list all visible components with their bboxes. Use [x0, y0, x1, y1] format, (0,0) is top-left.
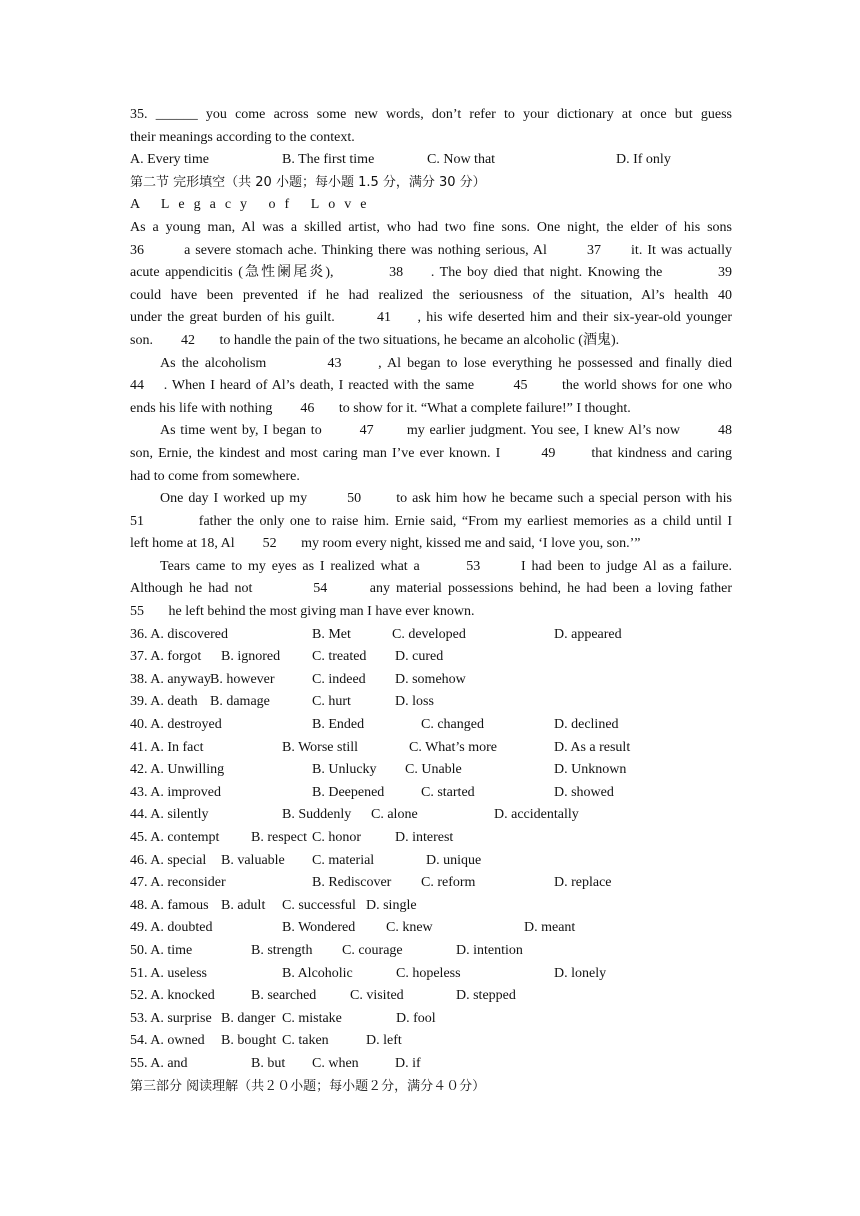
option-d: D. As a result — [554, 739, 631, 755]
passage-line: ends his life with nothing 46 to show for it. “What a complete failure!” I thought. — [130, 400, 631, 416]
question-43-options — [130, 782, 732, 805]
option-a: 47. A. reconsider — [130, 875, 226, 891]
option-d: D. left — [366, 1033, 402, 1049]
option-d: D. unique — [426, 852, 482, 868]
option-b: B. Wondered — [282, 920, 356, 936]
option-c: C. visited — [350, 988, 404, 1004]
passage-line: 36 a severe stomach ache. Thinking there was nothing serious, Al 37 it. It was actually — [130, 242, 732, 258]
question-52-options — [130, 985, 732, 1008]
question-35-stem: 35. ______ you come across some new words, don’t refer to your dictionary at once but guess — [130, 107, 732, 122]
passage-line: As the alcoholism 43 , Al began to lose everything he possessed and finally died — [160, 355, 732, 371]
option-c: C. Unable — [405, 762, 462, 778]
option-a: 43. A. improved — [130, 784, 221, 800]
option-c: C. reform — [421, 875, 476, 891]
passage-line: 55 he left behind the most giving man I have ever known. — [130, 604, 475, 620]
option-a: 48. A. famous — [130, 897, 209, 913]
question-47-options — [130, 872, 732, 895]
passage-line: Tears came to my eyes as I realized what a 53 I had been to judge Al as a failure. — [160, 558, 732, 574]
question-49-options — [130, 917, 732, 940]
passage-line: acute appendicitis (急性阑尾炎), 38 . The boy died that night. Knowing the 39 — [130, 265, 732, 281]
option-d: D. replace — [554, 875, 612, 891]
option-c: C. courage — [342, 942, 403, 958]
question-35-stem-cont: their meanings according to the context. — [130, 129, 355, 145]
passage-line: son. 42 to handle the pain of the two situations, he became an alcoholic (酒鬼). — [130, 332, 620, 348]
option-a: 51. A. useless — [130, 965, 207, 981]
option-a: 53. A. surprise — [130, 1010, 212, 1026]
option-a: 40. A. destroyed — [130, 717, 222, 733]
cloze-options-list — [130, 624, 732, 1076]
option-d: D. cured — [395, 649, 444, 665]
question-51-options — [130, 963, 732, 986]
section-2-heading: 第二节 完形填空（共 20 小题；每小题 1.5 分，满分 30 分） — [130, 174, 486, 190]
option-b: B. Met — [312, 626, 351, 642]
question-41-options — [130, 737, 732, 760]
option-d: D. appeared — [554, 626, 622, 642]
option-d: D. somehow — [395, 671, 466, 687]
option-c: C. honor — [312, 830, 361, 845]
option-d: D. lonely — [554, 965, 607, 981]
option-b: B. Suddenly — [282, 807, 352, 823]
option-c: C. when — [312, 1055, 359, 1071]
option-a: 52. A. knocked — [130, 988, 215, 1004]
passage-line: As a young man, Al was a skilled artist, who had two fine sons. One night, the elder of his sons — [130, 219, 732, 235]
option-b: B. The first time — [282, 152, 375, 168]
passage-line: son, Ernie, the kindest and most caring man I’ve ever known. I 49 that kindness and caring — [130, 445, 732, 461]
option-d: D. accidentally — [494, 807, 579, 823]
option-d: D. intention — [456, 942, 523, 958]
option-a: 38. A. anyway — [130, 671, 211, 687]
section-3-heading: 第三部分 阅读理解（共２０小题；每小题２分，满分４０分） — [130, 1078, 486, 1094]
option-c: C. knew — [386, 920, 433, 936]
option-c: C. hurt — [312, 694, 351, 710]
passage-line: Although he had not 54 any material possessions behind, he had been a loving father — [130, 581, 732, 597]
option-a: 36. A. discovered — [130, 626, 228, 642]
option-a: 42. A. Unwilling — [130, 762, 225, 778]
option-a: 55. A. and — [130, 1055, 188, 1071]
option-c: C. treated — [312, 649, 367, 665]
option-d: D. declined — [554, 717, 619, 733]
option-b: B. Ended — [312, 717, 365, 733]
option-a: 44. A. silently — [130, 807, 209, 823]
option-d: D. if — [395, 1055, 421, 1071]
question-40-options — [130, 714, 732, 737]
option-a: 45. A. contempt — [130, 830, 220, 845]
option-b: B. ignored — [221, 649, 281, 665]
passage-title: A Legacy of Love — [130, 197, 376, 213]
passage-line: left home at 18, Al 52 my room every night, kissed me and said, ‘I love you, son.’” — [130, 536, 641, 552]
option-d: D. If only — [616, 152, 671, 168]
option-b: B. damage — [210, 694, 270, 710]
option-c: C. taken — [282, 1033, 329, 1049]
option-c: C. hopeless — [396, 965, 461, 981]
option-d: D. interest — [395, 830, 454, 845]
question-44-options — [130, 804, 732, 827]
option-c: C. started — [421, 784, 475, 800]
question-37-options — [130, 646, 732, 669]
question-38-options — [130, 669, 732, 692]
option-a: 39. A. death — [130, 694, 198, 710]
option-b: B. Rediscover — [312, 875, 392, 891]
option-c: C. material — [312, 852, 375, 868]
option-a: 37. A. forgot — [130, 649, 202, 665]
option-c: C. indeed — [312, 671, 366, 687]
question-39-options — [130, 691, 732, 714]
option-b: B. valuable — [221, 852, 285, 868]
passage-line: under the great burden of his guilt. 41 , his wife deserted him and their six-year-old younger — [130, 310, 732, 326]
question-55-options — [130, 1053, 732, 1076]
question-53-options — [130, 1008, 732, 1031]
option-a: 46. A. special — [130, 852, 207, 868]
option-c: C. alone — [371, 807, 418, 823]
passage-line: had to come from somewhere. — [130, 468, 300, 484]
option-c: C. mistake — [282, 1010, 342, 1026]
cloze-passage — [130, 217, 732, 624]
option-c: C. What’s more — [409, 739, 498, 755]
question-42-options — [130, 759, 732, 782]
option-b: B. Deepened — [312, 784, 385, 800]
option-d: D. fool — [396, 1010, 436, 1026]
question-45-options — [130, 827, 732, 850]
option-d: D. showed — [554, 784, 614, 800]
option-a: 41. A. In fact — [130, 739, 204, 755]
question-35-options — [130, 149, 732, 172]
option-b: B. bought — [221, 1033, 277, 1049]
option-c: C. changed — [421, 717, 484, 733]
document-page — [130, 104, 732, 1098]
option-b: B. danger — [221, 1010, 276, 1026]
option-a: A. Every time — [130, 152, 209, 168]
option-b: B. adult — [221, 897, 266, 913]
question-48-options — [130, 895, 732, 918]
option-b: B. but — [251, 1055, 286, 1071]
option-b: B. however — [210, 671, 275, 687]
option-d: D. stepped — [456, 988, 516, 1004]
question-36-options — [130, 624, 732, 647]
passage-line: As time went by, I began to 47 my earlier judgment. You see, I knew Al’s now 48 — [160, 423, 732, 439]
question-50-options — [130, 940, 732, 963]
option-d: D. meant — [524, 920, 576, 936]
option-b: B. respect — [251, 830, 307, 845]
passage-line: 51 father the only one to raise him. Ernie said, “From my earliest memories as a child until I — [130, 513, 732, 529]
question-54-options — [130, 1030, 732, 1053]
option-b: B. searched — [251, 988, 317, 1004]
option-a: 50. A. time — [130, 942, 193, 958]
option-c: C. developed — [392, 626, 466, 642]
option-d: D. loss — [395, 694, 434, 710]
option-b: B. Unlucky — [312, 762, 377, 778]
passage-line: One day I worked up my 50 to ask him how he became such a special person with his — [160, 491, 732, 507]
option-b: B. strength — [251, 942, 313, 958]
question-46-options — [130, 850, 732, 873]
passage-line: could have been prevented if he had realized the seriousness of the situation, Al’s health 40 — [130, 287, 732, 303]
option-d: D. single — [366, 897, 417, 913]
option-c: C. successful — [282, 897, 356, 913]
option-d: D. Unknown — [554, 762, 627, 778]
option-c: C. Now that — [427, 152, 496, 168]
option-b: B. Worse still — [282, 739, 359, 755]
passage-line: 44 . When I heard of Al’s death, I reacted with the same 45 the world shows for one who — [130, 378, 732, 394]
option-a: 54. A. owned — [130, 1033, 205, 1049]
option-b: B. Alcoholic — [282, 965, 353, 981]
option-a: 49. A. doubted — [130, 920, 213, 936]
